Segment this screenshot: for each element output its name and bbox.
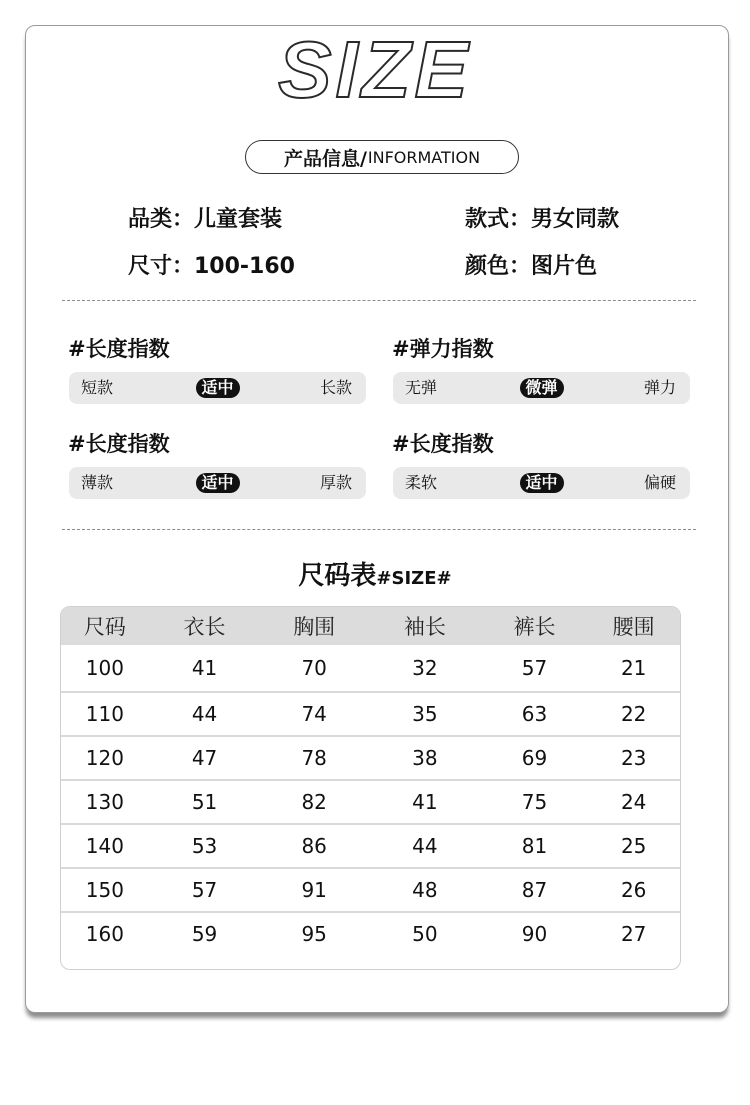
table-cell: 32 xyxy=(412,656,438,680)
table-cell: 57 xyxy=(521,656,548,680)
table-cell: 100 xyxy=(85,656,124,680)
table-cell: 63 xyxy=(521,702,548,726)
table-cell: 130 xyxy=(85,790,124,814)
table-cell: 110 xyxy=(85,702,124,726)
table-cell: 91 xyxy=(301,878,327,902)
info-style: 款式：男女同款 xyxy=(465,207,620,232)
table-cell: 81 xyxy=(521,834,548,858)
divider-bottom xyxy=(62,529,696,530)
table-cell: 21 xyxy=(620,656,647,680)
table-header-cell: 胸围 xyxy=(293,615,336,639)
info-pill xyxy=(245,140,519,174)
table-cell: 86 xyxy=(301,834,327,858)
table-cell: 27 xyxy=(620,922,647,946)
size-table-title-cn: 尺码表 xyxy=(298,561,377,591)
table-cell: 22 xyxy=(620,702,647,726)
table-cell: 87 xyxy=(521,878,548,902)
table-cell: 70 xyxy=(301,656,327,680)
table-cell: 23 xyxy=(620,746,647,770)
table-cell: 44 xyxy=(412,834,438,858)
table-row xyxy=(61,867,680,911)
index-title-length: #长度指数 xyxy=(68,337,170,361)
table-cell: 24 xyxy=(620,790,647,814)
table-header-cell: 尺码 xyxy=(83,615,126,639)
table-header-cell: 裤长 xyxy=(513,615,556,639)
table-cell: 38 xyxy=(412,746,438,770)
index-scale-elasticity xyxy=(393,372,690,404)
table-header-cell: 袖长 xyxy=(403,615,446,639)
size-table-title-en: #SIZE# xyxy=(376,568,452,589)
table-cell: 140 xyxy=(85,834,124,858)
table-cell: 74 xyxy=(301,702,327,726)
info-color: 颜色：图片色 xyxy=(465,254,598,279)
scale-left-label: 薄款 xyxy=(81,473,114,492)
size-table xyxy=(60,606,681,970)
table-cell: 25 xyxy=(620,834,647,858)
table-row xyxy=(61,645,680,691)
table-cell: 160 xyxy=(85,922,124,946)
index-title-elasticity: #弹力指数 xyxy=(392,337,494,361)
size-table-title xyxy=(0,555,750,592)
index-scale-thickness xyxy=(69,467,366,499)
table-header-row xyxy=(61,607,680,645)
scale-left-label: 柔软 xyxy=(405,473,438,492)
table-cell: 78 xyxy=(301,746,327,770)
table-cell: 53 xyxy=(191,834,218,858)
scale-selected-badge: 微弹 xyxy=(519,378,563,398)
table-row xyxy=(61,735,680,779)
table-cell: 51 xyxy=(191,790,218,814)
scale-right-label: 偏硬 xyxy=(643,473,676,492)
scale-right-label: 弹力 xyxy=(643,378,676,397)
table-cell: 59 xyxy=(191,922,218,946)
table-cell: 41 xyxy=(191,656,218,680)
table-cell: 44 xyxy=(191,702,218,726)
info-pill-en: INFORMATION xyxy=(367,147,481,167)
scale-right-label: 厚款 xyxy=(319,473,352,492)
table-cell: 35 xyxy=(412,702,438,726)
table-cell: 26 xyxy=(620,878,647,902)
table-cell: 41 xyxy=(412,790,438,814)
divider-top xyxy=(62,300,696,301)
table-cell: 57 xyxy=(191,878,218,902)
table-cell: 82 xyxy=(301,790,327,814)
table-row xyxy=(61,779,680,823)
scale-right-label: 长款 xyxy=(319,378,352,397)
table-cell: 75 xyxy=(521,790,548,814)
index-scale-length xyxy=(69,372,366,404)
table-cell: 69 xyxy=(521,746,548,770)
scale-left-label: 无弹 xyxy=(405,378,438,397)
info-pill-cn: 产品信息/ xyxy=(283,147,367,170)
table-row xyxy=(61,911,680,955)
index-title-thickness: #长度指数 xyxy=(68,432,170,456)
table-row xyxy=(61,691,680,735)
page-title: SIZE xyxy=(278,25,472,114)
table-cell: 95 xyxy=(301,922,327,946)
index-title-softness: #长度指数 xyxy=(392,432,494,456)
table-header-cell: 衣长 xyxy=(183,615,226,639)
info-size-range: 尺寸：100-160 xyxy=(128,254,295,279)
table-cell: 90 xyxy=(521,922,548,946)
table-header-cell: 腰围 xyxy=(612,615,655,639)
scale-selected-badge: 适中 xyxy=(195,378,239,398)
info-category: 品类：儿童套装 xyxy=(128,207,283,232)
table-cell: 47 xyxy=(191,746,218,770)
index-scale-softness xyxy=(393,467,690,499)
scale-selected-badge: 适中 xyxy=(519,473,563,493)
scale-selected-badge: 适中 xyxy=(195,473,239,493)
table-cell: 48 xyxy=(412,878,438,902)
table-cell: 50 xyxy=(412,922,438,946)
scale-left-label: 短款 xyxy=(81,378,114,397)
table-cell: 120 xyxy=(85,746,124,770)
table-cell: 150 xyxy=(85,878,124,902)
table-row xyxy=(61,823,680,867)
